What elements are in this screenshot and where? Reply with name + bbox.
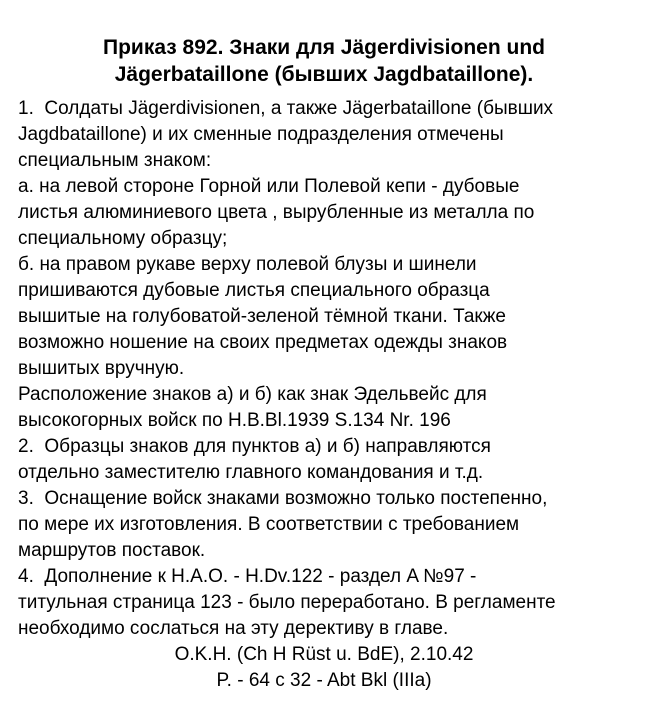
text-line: по мере их изготовления. В соответствии с требованием [18,514,520,535]
document-title [0,34,648,88]
signature-block [0,642,648,694]
text-line: а. на левой стороне Горной или Полевой кепи - дубовые [18,176,520,197]
text-line: 3. Оснащение войск знаками возможно только постепенно, [18,488,548,509]
text-line: 4. Дополнение к H.A.O. - H.Dv.122 - раздел A №97 - [18,566,477,587]
text-line: Jagdbataillone) и их сменные подразделения отмечены [18,124,504,145]
text-line: высокогорных войск по H.B.Bl.1939 S.134 Nr. 196 [18,410,451,431]
signature-line: O.K.H. (Ch H Rüst u. BdE), 2.10.42 [174,644,474,665]
text-line: б. на правом рукаве верху полевой блузы и шинели [18,254,477,275]
text-line: специальному образцу; [18,228,228,249]
text-line: титульная страница 123 - было переработано. В регламенте [18,592,556,613]
text-line: 2. Образцы знаков для пунктов а) и б) направляются [18,436,491,457]
text-line: вышитых вручную. [18,358,185,379]
text-line: специальным знаком: [18,150,212,171]
text-line: листья алюминиевого цвета , вырубленные из металла по [18,202,535,223]
title-line: Приказ 892. Знаки для Jägerdivisionen und [103,36,545,59]
text-line: отдельно заместителю главного командования и т.д. [18,462,484,483]
text-line: 1. Солдаты Jägerdivisionen, а также Jägerbataillone (бывших [18,98,554,119]
text-line: необходимо сослаться на эту дерективу в главе. [18,618,449,639]
text-line: вышитые на голубоватой-зеленой тёмной ткани. Также [18,306,506,327]
text-line: возможно ношение на своих предметах одежды знаков [18,332,508,353]
text-line: Расположение знаков а) и б) как знак Эдельвейс для [18,384,487,405]
title-line: Jägerbataillone (бывших Jagdbataillone). [114,63,534,86]
signature-line: P. - 64 c 32 - Abt Bkl (IIIa) [216,670,432,691]
text-line: пришиваются дубовые листья специального образца [18,280,490,301]
document-body [0,96,648,642]
text-line: маршрутов поставок. [18,540,206,561]
